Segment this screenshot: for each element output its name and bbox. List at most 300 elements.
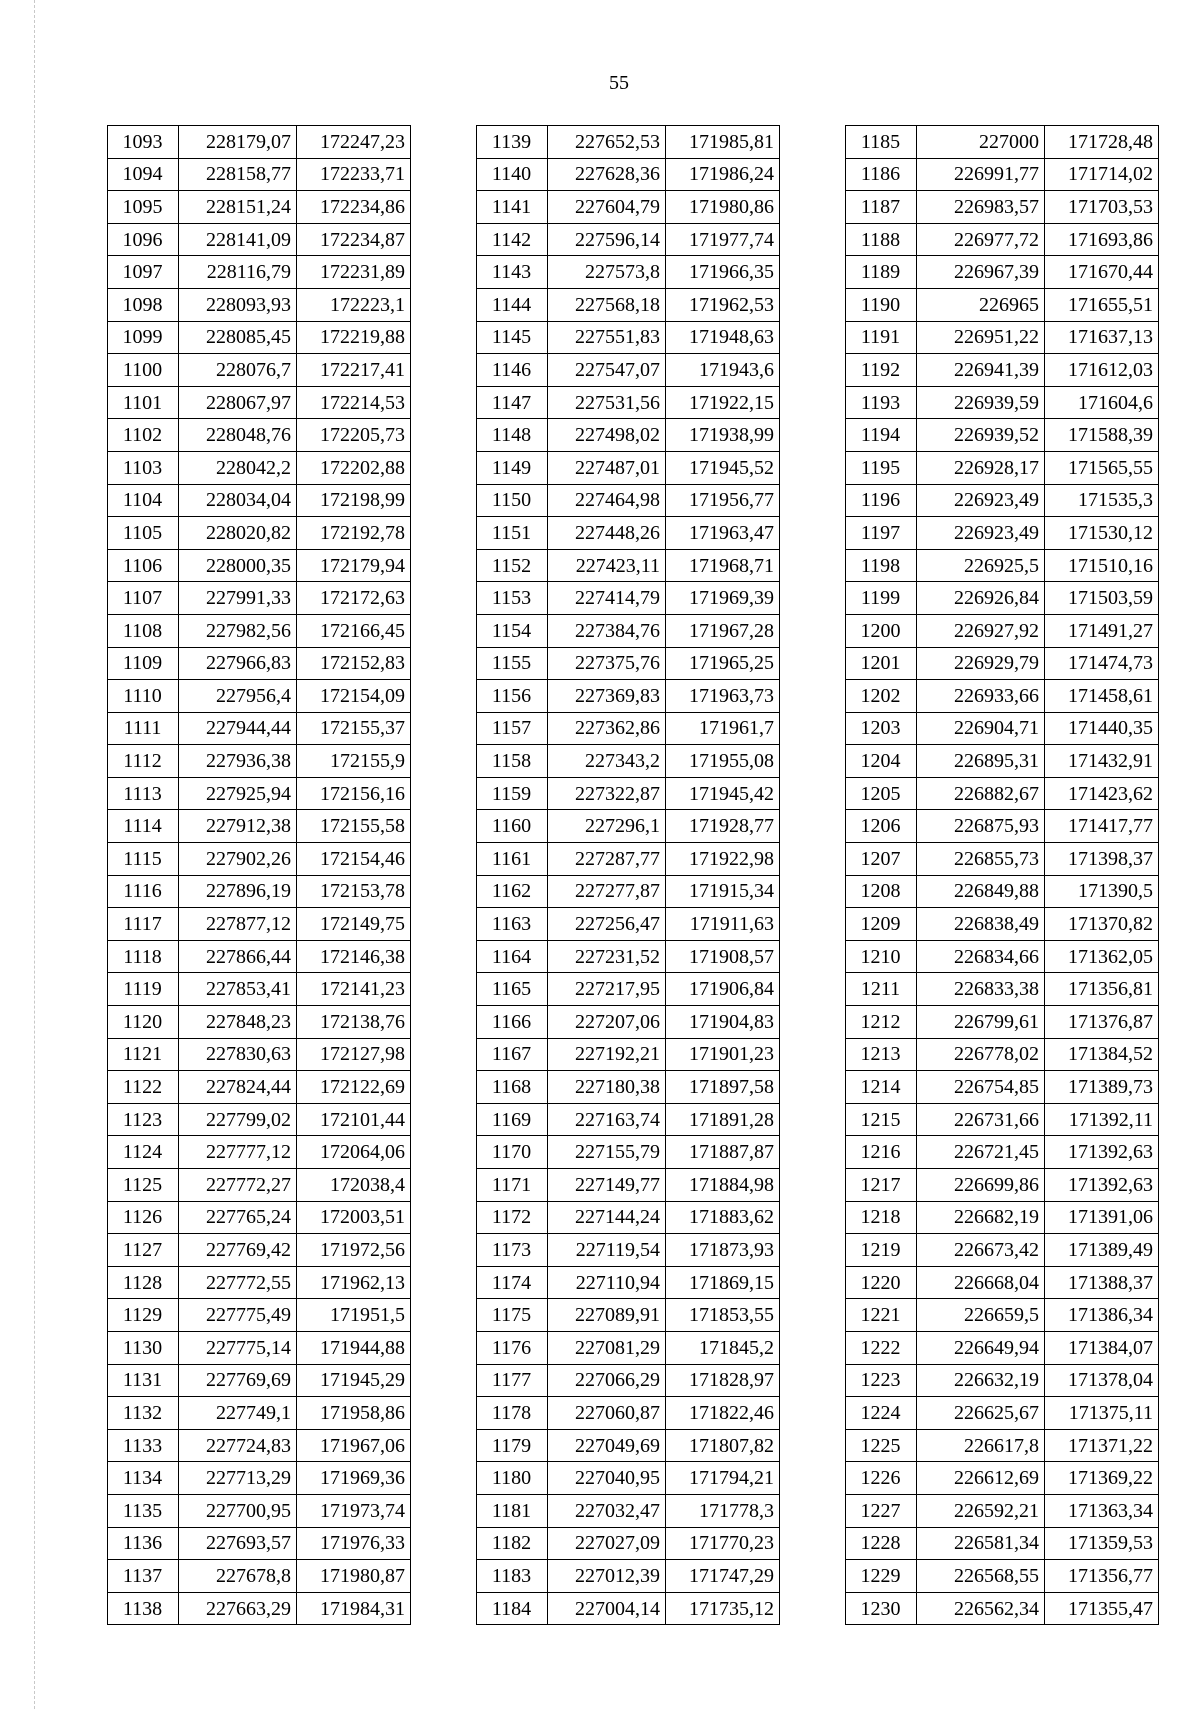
table-row: [108, 712, 411, 745]
y-coordinate-cell: 171944,88: [297, 1331, 411, 1364]
point-number-cell: 1159: [477, 777, 548, 810]
table-row: [477, 712, 780, 745]
point-number-cell: 1104: [108, 484, 179, 517]
y-coordinate-cell: 171985,81: [666, 126, 780, 159]
table-row: [846, 126, 1159, 159]
y-coordinate-cell: 171943,6: [666, 354, 780, 387]
point-number-cell: 1110: [108, 680, 179, 713]
y-coordinate-cell: 171390,5: [1045, 875, 1159, 908]
y-coordinate-cell: 171588,39: [1045, 419, 1159, 452]
x-coordinate-cell: 227568,18: [548, 288, 666, 321]
point-number-cell: 1208: [846, 875, 917, 908]
point-number-cell: 1112: [108, 745, 179, 778]
y-coordinate-cell: 172217,41: [297, 354, 411, 387]
point-number-cell: 1169: [477, 1103, 548, 1136]
table-row: [108, 908, 411, 941]
point-number-cell: 1111: [108, 712, 179, 745]
point-number-cell: 1147: [477, 386, 548, 419]
table-row: [477, 1006, 780, 1039]
x-coordinate-cell: 227343,2: [548, 745, 666, 778]
y-coordinate-cell: 171901,23: [666, 1038, 780, 1071]
point-number-cell: 1175: [477, 1299, 548, 1332]
point-number-cell: 1126: [108, 1201, 179, 1234]
point-number-cell: 1132: [108, 1397, 179, 1430]
y-coordinate-cell: 171703,53: [1045, 191, 1159, 224]
table-row: [846, 549, 1159, 582]
table-row: [477, 1299, 780, 1332]
point-number-cell: 1117: [108, 908, 179, 941]
x-coordinate-cell: 227066,29: [548, 1364, 666, 1397]
table-row: [108, 1527, 411, 1560]
y-coordinate-cell: 171945,42: [666, 777, 780, 810]
table-row: [477, 1103, 780, 1136]
y-coordinate-cell: 171378,04: [1045, 1364, 1159, 1397]
point-number-cell: 1135: [108, 1494, 179, 1527]
x-coordinate-cell: 227027,09: [548, 1527, 666, 1560]
y-coordinate-cell: 172166,45: [297, 614, 411, 647]
table-row: [477, 1169, 780, 1202]
table-row: [846, 712, 1159, 745]
table-row: [846, 777, 1159, 810]
y-coordinate-cell: 172156,16: [297, 777, 411, 810]
coordinates-table-3: [845, 125, 1159, 1625]
x-coordinate-cell: 226939,59: [917, 386, 1045, 419]
table-row: [108, 1560, 411, 1593]
y-coordinate-cell: 171359,53: [1045, 1527, 1159, 1560]
table-row: [108, 1429, 411, 1462]
x-coordinate-cell: 227956,4: [179, 680, 297, 713]
table-row: [108, 1462, 411, 1495]
x-coordinate-cell: 227155,79: [548, 1136, 666, 1169]
table-row: [108, 1201, 411, 1234]
y-coordinate-cell: 171392,63: [1045, 1169, 1159, 1202]
x-coordinate-cell: 226925,5: [917, 549, 1045, 582]
y-coordinate-cell: 172146,38: [297, 940, 411, 973]
x-coordinate-cell: 227498,02: [548, 419, 666, 452]
point-number-cell: 1185: [846, 126, 917, 159]
x-coordinate-cell: 228141,09: [179, 223, 297, 256]
table-row: [477, 843, 780, 876]
y-coordinate-cell: 171807,82: [666, 1429, 780, 1462]
x-coordinate-cell: 227004,14: [548, 1592, 666, 1625]
y-coordinate-cell: 171976,33: [297, 1527, 411, 1560]
y-coordinate-cell: 171928,77: [666, 810, 780, 843]
x-coordinate-cell: 226617,8: [917, 1429, 1045, 1462]
point-number-cell: 1151: [477, 517, 548, 550]
table-row: [477, 126, 780, 159]
point-number-cell: 1096: [108, 223, 179, 256]
point-number-cell: 1150: [477, 484, 548, 517]
y-coordinate-cell: 171973,74: [297, 1494, 411, 1527]
table-row: [108, 517, 411, 550]
point-number-cell: 1178: [477, 1397, 548, 1430]
x-coordinate-cell: 226731,66: [917, 1103, 1045, 1136]
x-coordinate-cell: 227217,95: [548, 973, 666, 1006]
y-coordinate-cell: 171714,02: [1045, 158, 1159, 191]
y-coordinate-cell: 171386,34: [1045, 1299, 1159, 1332]
table-row: [477, 288, 780, 321]
point-number-cell: 1154: [477, 614, 548, 647]
table-row: [846, 484, 1159, 517]
y-coordinate-cell: 171604,6: [1045, 386, 1159, 419]
point-number-cell: 1224: [846, 1397, 917, 1430]
x-coordinate-cell: 227769,69: [179, 1364, 297, 1397]
x-coordinate-cell: 227000: [917, 126, 1045, 159]
table-row: [477, 1038, 780, 1071]
table-row: [846, 1006, 1159, 1039]
y-coordinate-cell: 171747,29: [666, 1560, 780, 1593]
y-coordinate-cell: 171945,52: [666, 451, 780, 484]
y-coordinate-cell: 171369,22: [1045, 1462, 1159, 1495]
x-coordinate-cell: 227799,02: [179, 1103, 297, 1136]
point-number-cell: 1189: [846, 256, 917, 289]
table-row: [477, 614, 780, 647]
table-row: [477, 1364, 780, 1397]
point-number-cell: 1199: [846, 582, 917, 615]
point-number-cell: 1172: [477, 1201, 548, 1234]
x-coordinate-cell: 227628,36: [548, 158, 666, 191]
point-number-cell: 1109: [108, 647, 179, 680]
x-coordinate-cell: 226965: [917, 288, 1045, 321]
point-number-cell: 1130: [108, 1331, 179, 1364]
x-coordinate-cell: 227384,76: [548, 614, 666, 647]
y-coordinate-cell: 171794,21: [666, 1462, 780, 1495]
table-row: [846, 1201, 1159, 1234]
point-number-cell: 1192: [846, 354, 917, 387]
table-row: [108, 1364, 411, 1397]
x-coordinate-cell: 228151,24: [179, 191, 297, 224]
y-coordinate-cell: 171510,16: [1045, 549, 1159, 582]
x-coordinate-cell: 227700,95: [179, 1494, 297, 1527]
y-coordinate-cell: 171980,86: [666, 191, 780, 224]
margin-guide-line: [34, 0, 35, 1709]
table-row: [846, 843, 1159, 876]
point-number-cell: 1203: [846, 712, 917, 745]
x-coordinate-cell: 227180,38: [548, 1071, 666, 1104]
point-number-cell: 1210: [846, 940, 917, 973]
point-number-cell: 1186: [846, 158, 917, 191]
table-row: [846, 973, 1159, 1006]
y-coordinate-cell: 171637,13: [1045, 321, 1159, 354]
point-number-cell: 1134: [108, 1462, 179, 1495]
table-row: [108, 158, 411, 191]
table-row: [477, 191, 780, 224]
table-row: [477, 256, 780, 289]
point-number-cell: 1221: [846, 1299, 917, 1332]
point-number-cell: 1226: [846, 1462, 917, 1495]
x-coordinate-cell: 227110,94: [548, 1266, 666, 1299]
y-coordinate-cell: 172138,76: [297, 1006, 411, 1039]
table-row: [477, 549, 780, 582]
y-coordinate-cell: 171906,84: [666, 973, 780, 1006]
point-number-cell: 1202: [846, 680, 917, 713]
y-coordinate-cell: 171822,46: [666, 1397, 780, 1430]
y-coordinate-cell: 172219,88: [297, 321, 411, 354]
table-row: [108, 1494, 411, 1527]
point-number-cell: 1183: [477, 1560, 548, 1593]
table-row: [477, 582, 780, 615]
table-row: [846, 908, 1159, 941]
x-coordinate-cell: 227652,53: [548, 126, 666, 159]
point-number-cell: 1156: [477, 680, 548, 713]
x-coordinate-cell: 227902,26: [179, 843, 297, 876]
y-coordinate-cell: 171362,05: [1045, 940, 1159, 973]
point-number-cell: 1187: [846, 191, 917, 224]
x-coordinate-cell: 226625,67: [917, 1397, 1045, 1430]
y-coordinate-cell: 172149,75: [297, 908, 411, 941]
y-coordinate-cell: 172152,83: [297, 647, 411, 680]
x-coordinate-cell: 226778,02: [917, 1038, 1045, 1071]
table-row: [108, 451, 411, 484]
y-coordinate-cell: 171908,57: [666, 940, 780, 973]
x-coordinate-cell: 226659,5: [917, 1299, 1045, 1332]
x-coordinate-cell: 226983,57: [917, 191, 1045, 224]
table-row: [108, 582, 411, 615]
x-coordinate-cell: 227207,06: [548, 1006, 666, 1039]
x-coordinate-cell: 228093,93: [179, 288, 297, 321]
table-row: [477, 1234, 780, 1267]
table-row: [108, 1592, 411, 1625]
table-row: [477, 1071, 780, 1104]
point-number-cell: 1138: [108, 1592, 179, 1625]
x-coordinate-cell: 226991,77: [917, 158, 1045, 191]
y-coordinate-cell: 171530,12: [1045, 517, 1159, 550]
y-coordinate-cell: 171503,59: [1045, 582, 1159, 615]
y-coordinate-cell: 171951,5: [297, 1299, 411, 1332]
table-row: [846, 1136, 1159, 1169]
y-coordinate-cell: 172192,78: [297, 517, 411, 550]
y-coordinate-cell: 172038,4: [297, 1169, 411, 1202]
point-number-cell: 1174: [477, 1266, 548, 1299]
point-number-cell: 1127: [108, 1234, 179, 1267]
point-number-cell: 1207: [846, 843, 917, 876]
x-coordinate-cell: 227277,87: [548, 875, 666, 908]
table-row: [477, 1266, 780, 1299]
y-coordinate-cell: 171612,03: [1045, 354, 1159, 387]
x-coordinate-cell: 226849,88: [917, 875, 1045, 908]
point-number-cell: 1191: [846, 321, 917, 354]
y-coordinate-cell: 171922,98: [666, 843, 780, 876]
x-coordinate-cell: 226834,66: [917, 940, 1045, 973]
table-row: [477, 451, 780, 484]
point-number-cell: 1198: [846, 549, 917, 582]
x-coordinate-cell: 227724,83: [179, 1429, 297, 1462]
point-number-cell: 1161: [477, 843, 548, 876]
point-number-cell: 1107: [108, 582, 179, 615]
table-row: [477, 1201, 780, 1234]
y-coordinate-cell: 172064,06: [297, 1136, 411, 1169]
y-coordinate-cell: 172198,99: [297, 484, 411, 517]
point-number-cell: 1148: [477, 419, 548, 452]
table-row: [846, 354, 1159, 387]
x-coordinate-cell: 227089,91: [548, 1299, 666, 1332]
x-coordinate-cell: 227296,1: [548, 810, 666, 843]
x-coordinate-cell: 227231,52: [548, 940, 666, 973]
y-coordinate-cell: 171945,29: [297, 1364, 411, 1397]
x-coordinate-cell: 227991,33: [179, 582, 297, 615]
point-number-cell: 1173: [477, 1234, 548, 1267]
table-row: [108, 256, 411, 289]
point-number-cell: 1145: [477, 321, 548, 354]
table-row: [108, 1136, 411, 1169]
y-coordinate-cell: 172122,69: [297, 1071, 411, 1104]
x-coordinate-cell: 226941,39: [917, 354, 1045, 387]
x-coordinate-cell: 227573,8: [548, 256, 666, 289]
table-row: [846, 321, 1159, 354]
y-coordinate-cell: 171967,28: [666, 614, 780, 647]
point-number-cell: 1188: [846, 223, 917, 256]
point-number-cell: 1164: [477, 940, 548, 973]
y-coordinate-cell: 172154,09: [297, 680, 411, 713]
point-number-cell: 1113: [108, 777, 179, 810]
table-row: [477, 386, 780, 419]
table-row: [846, 1364, 1159, 1397]
x-coordinate-cell: 227487,01: [548, 451, 666, 484]
table-row: [846, 810, 1159, 843]
point-number-cell: 1200: [846, 614, 917, 647]
table-row: [846, 451, 1159, 484]
x-coordinate-cell: 227912,38: [179, 810, 297, 843]
x-coordinate-cell: 228179,07: [179, 126, 297, 159]
x-coordinate-cell: 227448,26: [548, 517, 666, 550]
table-row: [108, 680, 411, 713]
x-coordinate-cell: 227830,63: [179, 1038, 297, 1071]
y-coordinate-cell: 171693,86: [1045, 223, 1159, 256]
point-number-cell: 1137: [108, 1560, 179, 1593]
y-coordinate-cell: 171965,25: [666, 647, 780, 680]
point-number-cell: 1195: [846, 451, 917, 484]
point-number-cell: 1165: [477, 973, 548, 1006]
table-row: [477, 1429, 780, 1462]
y-coordinate-cell: 171398,37: [1045, 843, 1159, 876]
y-coordinate-cell: 172155,58: [297, 810, 411, 843]
y-coordinate-cell: 171948,63: [666, 321, 780, 354]
y-coordinate-cell: 172127,98: [297, 1038, 411, 1071]
y-coordinate-cell: 172247,23: [297, 126, 411, 159]
table-row: [108, 419, 411, 452]
x-coordinate-cell: 227765,24: [179, 1201, 297, 1234]
point-number-cell: 1201: [846, 647, 917, 680]
table-row: [846, 1462, 1159, 1495]
y-coordinate-cell: 171980,87: [297, 1560, 411, 1593]
x-coordinate-cell: 226668,04: [917, 1266, 1045, 1299]
y-coordinate-cell: 171962,13: [297, 1266, 411, 1299]
y-coordinate-cell: 171961,7: [666, 712, 780, 745]
y-coordinate-cell: 171376,87: [1045, 1006, 1159, 1039]
table-row: [108, 1103, 411, 1136]
x-coordinate-cell: 227060,87: [548, 1397, 666, 1430]
table-row: [477, 517, 780, 550]
x-coordinate-cell: 228048,76: [179, 419, 297, 452]
table-row: [477, 810, 780, 843]
table-row: [108, 614, 411, 647]
y-coordinate-cell: 171986,24: [666, 158, 780, 191]
table-row: [846, 1331, 1159, 1364]
table-row: [846, 419, 1159, 452]
x-coordinate-cell: 227287,77: [548, 843, 666, 876]
table-row: [846, 1560, 1159, 1593]
point-number-cell: 1128: [108, 1266, 179, 1299]
table-row: [477, 680, 780, 713]
x-coordinate-cell: 227936,38: [179, 745, 297, 778]
table-row: [108, 1234, 411, 1267]
point-number-cell: 1149: [477, 451, 548, 484]
point-number-cell: 1217: [846, 1169, 917, 1202]
table-row: [846, 1169, 1159, 1202]
y-coordinate-cell: 171869,15: [666, 1266, 780, 1299]
y-coordinate-cell: 171356,81: [1045, 973, 1159, 1006]
x-coordinate-cell: 226568,55: [917, 1560, 1045, 1593]
y-coordinate-cell: 171972,56: [297, 1234, 411, 1267]
x-coordinate-cell: 227596,14: [548, 223, 666, 256]
x-coordinate-cell: 226649,94: [917, 1331, 1045, 1364]
x-coordinate-cell: 226929,79: [917, 647, 1045, 680]
point-number-cell: 1103: [108, 451, 179, 484]
point-number-cell: 1216: [846, 1136, 917, 1169]
y-coordinate-cell: 171911,63: [666, 908, 780, 941]
point-number-cell: 1168: [477, 1071, 548, 1104]
point-number-cell: 1227: [846, 1494, 917, 1527]
point-number-cell: 1182: [477, 1527, 548, 1560]
x-coordinate-cell: 227982,56: [179, 614, 297, 647]
y-coordinate-cell: 171423,62: [1045, 777, 1159, 810]
x-coordinate-cell: 227192,21: [548, 1038, 666, 1071]
y-coordinate-cell: 171389,73: [1045, 1071, 1159, 1104]
point-number-cell: 1142: [477, 223, 548, 256]
y-coordinate-cell: 172231,89: [297, 256, 411, 289]
x-coordinate-cell: 226592,21: [917, 1494, 1045, 1527]
table-row: [477, 1331, 780, 1364]
y-coordinate-cell: 171384,52: [1045, 1038, 1159, 1071]
table-row: [477, 1560, 780, 1593]
point-number-cell: 1223: [846, 1364, 917, 1397]
table-row: [846, 191, 1159, 224]
x-coordinate-cell: 226581,34: [917, 1527, 1045, 1560]
point-number-cell: 1204: [846, 745, 917, 778]
point-number-cell: 1116: [108, 875, 179, 908]
point-number-cell: 1105: [108, 517, 179, 550]
x-coordinate-cell: 228116,79: [179, 256, 297, 289]
x-coordinate-cell: 227966,83: [179, 647, 297, 680]
x-coordinate-cell: 226923,49: [917, 517, 1045, 550]
y-coordinate-cell: 171891,28: [666, 1103, 780, 1136]
point-number-cell: 1166: [477, 1006, 548, 1039]
table-row: [477, 745, 780, 778]
point-number-cell: 1176: [477, 1331, 548, 1364]
point-number-cell: 1211: [846, 973, 917, 1006]
point-number-cell: 1094: [108, 158, 179, 191]
table-row: [477, 158, 780, 191]
y-coordinate-cell: 171962,53: [666, 288, 780, 321]
y-coordinate-cell: 172234,86: [297, 191, 411, 224]
x-coordinate-cell: 227375,76: [548, 647, 666, 680]
table-row: [477, 875, 780, 908]
point-number-cell: 1228: [846, 1527, 917, 1560]
x-coordinate-cell: 227144,24: [548, 1201, 666, 1234]
y-coordinate-cell: 171897,58: [666, 1071, 780, 1104]
point-number-cell: 1093: [108, 126, 179, 159]
x-coordinate-cell: 226612,69: [917, 1462, 1045, 1495]
table-row: [108, 1299, 411, 1332]
y-coordinate-cell: 171735,12: [666, 1592, 780, 1625]
table-row: [846, 1494, 1159, 1527]
y-coordinate-cell: 172003,51: [297, 1201, 411, 1234]
x-coordinate-cell: 227081,29: [548, 1331, 666, 1364]
y-coordinate-cell: 171963,47: [666, 517, 780, 550]
point-number-cell: 1181: [477, 1494, 548, 1527]
point-number-cell: 1167: [477, 1038, 548, 1071]
table-row: [846, 1397, 1159, 1430]
